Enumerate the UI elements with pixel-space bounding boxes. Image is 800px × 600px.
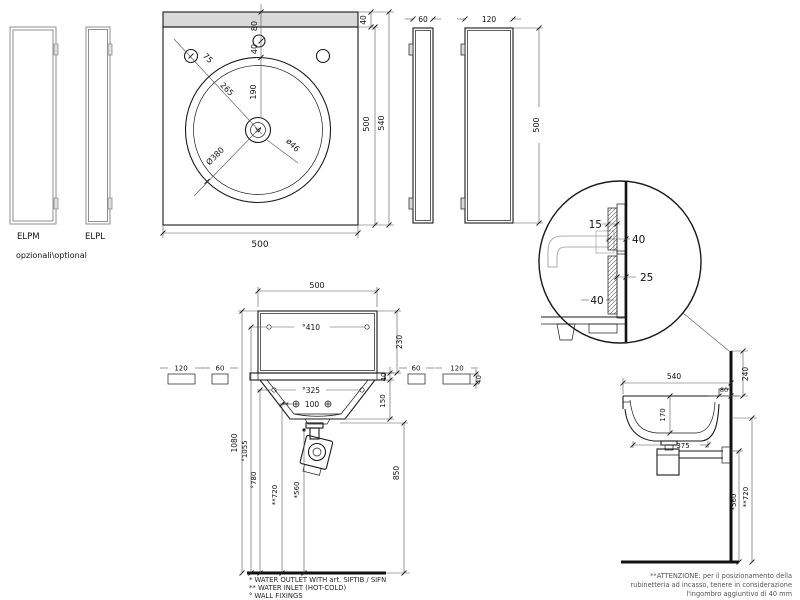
dim-left-narrow-panel: 60 — [215, 364, 225, 373]
panel-60-tab-bottom — [409, 198, 413, 209]
dim-fixing-span: °410 — [301, 323, 321, 332]
dim-bottom-width: 375 — [676, 442, 690, 450]
dim-body-height: 500 — [362, 116, 371, 132]
basin-side — [623, 389, 730, 441]
top-view — [161, 4, 395, 250]
dim-rim-drop: 40 — [380, 372, 388, 382]
detail-leader-line — [683, 313, 729, 351]
dim-bowl-diameter: Ø380 — [204, 145, 227, 168]
dim-total-height: 540 — [377, 115, 386, 131]
dim-wall-gap: 80 — [719, 386, 729, 394]
dim-fixing-height: °1055 — [241, 440, 249, 462]
dim-plate-thickness: 15 — [588, 219, 602, 231]
optional-caption: opzionali\optional — [16, 251, 87, 260]
dim-basin-depth-front: 150 — [379, 394, 387, 408]
attention-note — [630, 572, 792, 598]
footnote-outlet: * WATER OUTLET WITH art. SIFTIB / SIFN — [249, 576, 387, 584]
tap-hole-right — [317, 50, 330, 63]
dim-left-wide-panel: 120 — [174, 364, 188, 373]
dim-rim-depth: 40 — [359, 15, 368, 25]
dim-corner-to-hole: 75 — [200, 51, 215, 66]
dim-upper-offset: 40 — [632, 234, 646, 246]
dim-right-narrow-panel: 60 — [411, 364, 421, 373]
dim-panel-thickness: 40 — [475, 375, 483, 384]
elpl-tab-top — [108, 44, 112, 55]
dim-inlet-span: 100 — [304, 400, 320, 409]
dim-basin-fixing-span: °325 — [301, 386, 321, 395]
panel-120-inner — [468, 31, 511, 221]
dim-basin-fixing-height: °780 — [250, 471, 258, 489]
side-section-view — [621, 349, 758, 565]
side-dim-lines — [621, 349, 758, 565]
dim-total-height-front: 1080 — [230, 433, 239, 453]
front-panel — [258, 311, 377, 373]
dim-hole-to-drain: 265 — [218, 80, 236, 98]
siphon-side — [657, 441, 731, 475]
footnote-fixings: ° WALL FIXINGS — [249, 592, 303, 600]
dim-hole-offset-top: 80 — [250, 20, 259, 32]
side-panels-dim-lines — [405, 14, 543, 226]
panel-120-tab-top — [461, 44, 465, 55]
panel-60-tab-top — [409, 44, 413, 55]
dim-plate-width: 40 — [590, 295, 604, 307]
elpl-tab-bottom — [108, 198, 112, 209]
dim-top-offset: 240 — [741, 366, 750, 382]
dim-outlet-height-front: *560 — [293, 481, 301, 499]
dim-hole-to-center: 190 — [249, 84, 258, 100]
rim-band — [250, 373, 385, 380]
dim-front-width: 500 — [309, 281, 325, 290]
dim-panel-wide: 120 — [481, 14, 497, 24]
dim-right-wide-panel: 120 — [450, 364, 464, 373]
panel-120-outline — [465, 28, 513, 223]
dim-underside-height: 850 — [392, 465, 401, 481]
front-view — [160, 281, 483, 576]
elpm-panel-inner — [13, 30, 53, 221]
elpm-label: ELPM — [17, 232, 40, 242]
dim-inlet-height-side: **720 — [742, 486, 750, 508]
inlet-marker: ** — [282, 401, 289, 409]
footnotes — [249, 576, 386, 600]
dim-hole-to-bowl: 40 — [250, 43, 259, 55]
dim-inlet-height-front: **720 — [271, 484, 279, 506]
panel-60-inner — [416, 31, 431, 221]
elpm-panel-outline — [10, 27, 56, 224]
upper-plate-hatched — [608, 208, 617, 250]
dim-panel-narrow: 60 — [418, 14, 428, 24]
side-panels-view — [405, 15, 543, 226]
panel-60-outline — [413, 28, 433, 223]
detail-circle — [539, 181, 701, 343]
elpl-label: ELPL — [85, 232, 105, 242]
elpm-tab-top — [54, 44, 58, 55]
dim-panel-height: 500 — [532, 117, 541, 133]
elpm-tab-bottom — [54, 198, 58, 209]
panel-120-tab-bottom — [461, 198, 465, 209]
elpl-panel-inner — [89, 30, 108, 222]
dim-top-width: 500 — [251, 240, 269, 250]
front-dim-lines — [238, 287, 408, 576]
dim-outlet-height-side: *560 — [730, 493, 738, 511]
note-line-1: **ATTENZIONE: per il posizionamento della — [650, 572, 792, 580]
optional-panels-view — [10, 27, 112, 260]
dim-bowl-depth: 170 — [659, 408, 667, 422]
top-view-body — [163, 27, 358, 225]
footnote-inlet: ** WATER INLET (HOT-COLD) — [249, 584, 347, 592]
bowl-front — [258, 373, 377, 424]
lower-plate-hatched — [608, 256, 617, 314]
dim-depth-side: 540 — [666, 372, 682, 381]
note-line-2: rubinetteria ad incasso, tenere in considerazione — [630, 581, 792, 589]
elpl-panel-outline — [86, 27, 110, 224]
detail-view — [539, 181, 729, 351]
top-view-back-strip — [163, 12, 358, 27]
dim-panel-height-front: 230 — [395, 334, 404, 350]
top-view-dim-lines — [161, 4, 395, 238]
dim-lower-offset: 25 — [640, 272, 654, 284]
dim-drain-diameter: ø46 — [284, 136, 302, 154]
note-line-3: l'ingombro aggiuntivo di 40 mm — [686, 590, 792, 598]
